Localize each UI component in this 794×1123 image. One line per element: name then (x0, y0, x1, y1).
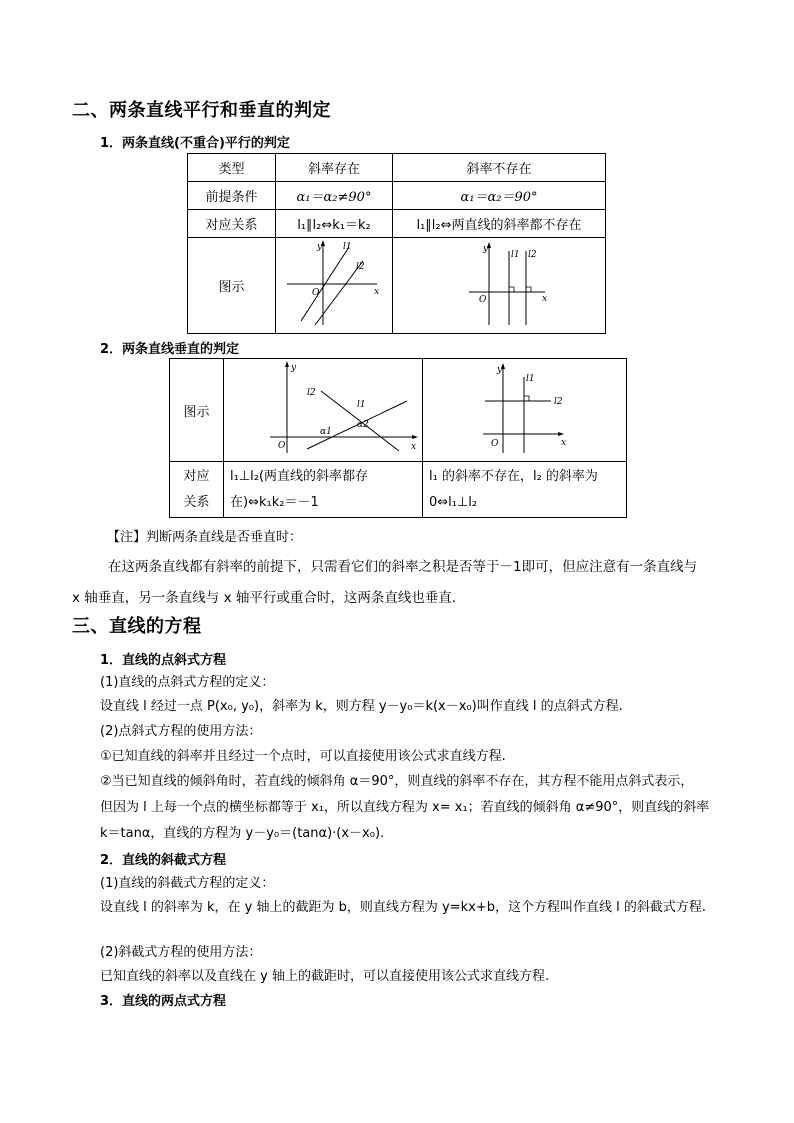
x-label: x (560, 438, 566, 448)
premise-slope-none: α₁＝α₂＝90° (393, 182, 606, 210)
figure-parallel-slanted-cell (276, 238, 393, 334)
l2-label: l2 (356, 261, 365, 272)
relation-both-slopes-line2: 在)⇔k₁k₂＝－1 (230, 494, 319, 510)
figure-perpendicular-vertical-cell (423, 359, 627, 462)
x-axis-arrow (558, 432, 564, 436)
point-slope-def-text: 设直线 l 经过一点 P(x₀, y₀)，斜率为 k，则方程 y－y₀＝k(x－x₀)叫作直线 l 的点斜式方程. (100, 699, 623, 714)
alpha1-label: α1 (320, 427, 332, 437)
section-title-parallel-perpendicular: 二、两条直线平行和垂直的判定 (72, 100, 331, 121)
header-slope-none: 斜率不存在 (393, 154, 606, 182)
right-angle-mark (509, 287, 514, 292)
y-label: y (496, 365, 502, 375)
right-angle-mark (524, 396, 529, 401)
origin-label: O (278, 441, 286, 451)
row-label-premise: 前提条件 (188, 182, 276, 210)
relation-slope-none: l₁∥l₂⇔两直线的斜率都不存在 (393, 210, 606, 238)
point-slope-use-2b: 但因为 l 上每一个点的横坐标都等于 x₁，所以直线方程为 x= x₁；若直线的倾斜角 α≠90°，则直线的斜率 (100, 800, 710, 815)
section-title-line-equations: 三、直线的方程 (72, 616, 202, 637)
slope-intercept-def-text: 设直线 l 的斜率为 k，在 y 轴上的截距为 b，则直线方程为 y=kx+b，这个方程叫作直线 l 的斜截式方程. (100, 900, 706, 915)
relation-both-slopes-line1: l₁⊥l₂(两直线的斜率都存 (230, 468, 369, 484)
l1-label: l1 (357, 400, 366, 410)
two-point-title: 3．直线的两点式方程 (100, 994, 227, 1009)
l2-label: l2 (307, 388, 316, 398)
point-slope-def-title: (1)直线的点斜式方程的定义： (100, 675, 275, 690)
subsection-title-perpendicular: 2．两条直线垂直的判定 (100, 342, 240, 357)
slope-intercept-def-title: (1)直线的斜截式方程的定义： (100, 876, 275, 891)
perpendicular-vertical-figure (425, 359, 625, 457)
note-label: 【注】判断两条直线是否垂直时： (107, 530, 303, 545)
parallel-table (187, 153, 606, 334)
origin-label: O (490, 439, 498, 449)
y-label: y (317, 241, 323, 252)
header-slope-exists: 斜率存在 (276, 154, 393, 182)
x-label: x (542, 293, 548, 304)
l2-label: l2 (528, 249, 537, 260)
right-angle-mark (526, 287, 531, 292)
header-type: 类型 (188, 154, 276, 182)
figure-parallel-vertical-cell (393, 238, 606, 334)
relation-vertical-horizontal (423, 462, 627, 518)
relation-slope-exists: l₁∥l₂⇔k₁＝k₂ (276, 210, 393, 238)
y-label: y (291, 363, 297, 373)
premise-slope-exists: α₁＝α₂≠90° (276, 182, 393, 210)
origin-label: O (312, 287, 320, 298)
x-label: x (411, 442, 417, 452)
note-line-2: x 轴垂直，另一条直线与 x 轴平行或重合时，这两条直线也垂直． (72, 590, 466, 606)
slope-intercept-use-title: (2)斜截式方程的使用方法： (100, 945, 262, 960)
perpendicular-slanted-figure (225, 359, 421, 457)
row-label-figure: 图示 (170, 359, 224, 462)
row-label-relation-line2: 关系 (183, 494, 210, 510)
l1-label: l1 (525, 374, 535, 384)
relation-both-slopes (224, 462, 423, 518)
slope-intercept-use-1: 已知直线的斜率以及直线在 y 轴上的截距时，可以直接使用该公式求直线方程. (100, 969, 550, 984)
point-slope-use-title: (2)点斜式方程的使用方法： (100, 724, 262, 739)
figure-perpendicular-slanted-cell (224, 359, 423, 462)
slope-intercept-title: 2．直线的斜截式方程 (100, 853, 227, 868)
alpha2-label: α2 (357, 420, 369, 430)
perpendicular-table (169, 358, 627, 518)
point-slope-use-2c: k＝tanα，直线的方程为 y－y₀＝(tanα)·(x－x₀). (100, 826, 385, 841)
row-label-figure: 图示 (188, 238, 276, 334)
x-label: x (374, 286, 380, 297)
row-label-relation: 对应关系 (188, 210, 276, 238)
relation-vertical-horizontal-line2: 0⇔l₁⊥l₂ (429, 494, 478, 510)
l2-label: l2 (553, 397, 563, 407)
subsection-title-parallel: 1．两条直线(不重合)平行的判定 (100, 136, 290, 151)
parallel-vertical-figure (399, 239, 599, 329)
origin-label: O (479, 294, 487, 305)
row-label-relation-line1: 对应 (183, 468, 210, 484)
relation-vertical-horizontal-line1: l₁ 的斜率不存在，l₂ 的斜率为 (429, 468, 598, 484)
l1-label: l1 (511, 249, 520, 260)
point-slope-title: 1．直线的点斜式方程 (100, 653, 227, 668)
note-line-1: 在这两条直线都有斜率的前提下，只需看它们的斜率之积是否等于－1即可，但应注意有一条直线与 (108, 559, 698, 575)
l1-label: l1 (343, 241, 352, 252)
point-slope-use-2a: ②当已知直线的倾斜角时，若直线的倾斜角 α＝90°，则直线的斜率不存在，其方程不能用点斜式表示， (100, 774, 694, 789)
y-label: y (483, 243, 489, 254)
parallel-slanted-figure (279, 239, 389, 329)
row-label-relation (170, 462, 224, 518)
point-slope-use-1: ①已知直线的斜率并且经过一个点时，可以直接使用该公式求直线方程. (100, 749, 506, 764)
y-axis-arrow (285, 361, 289, 367)
x-axis-arrow (412, 435, 418, 439)
